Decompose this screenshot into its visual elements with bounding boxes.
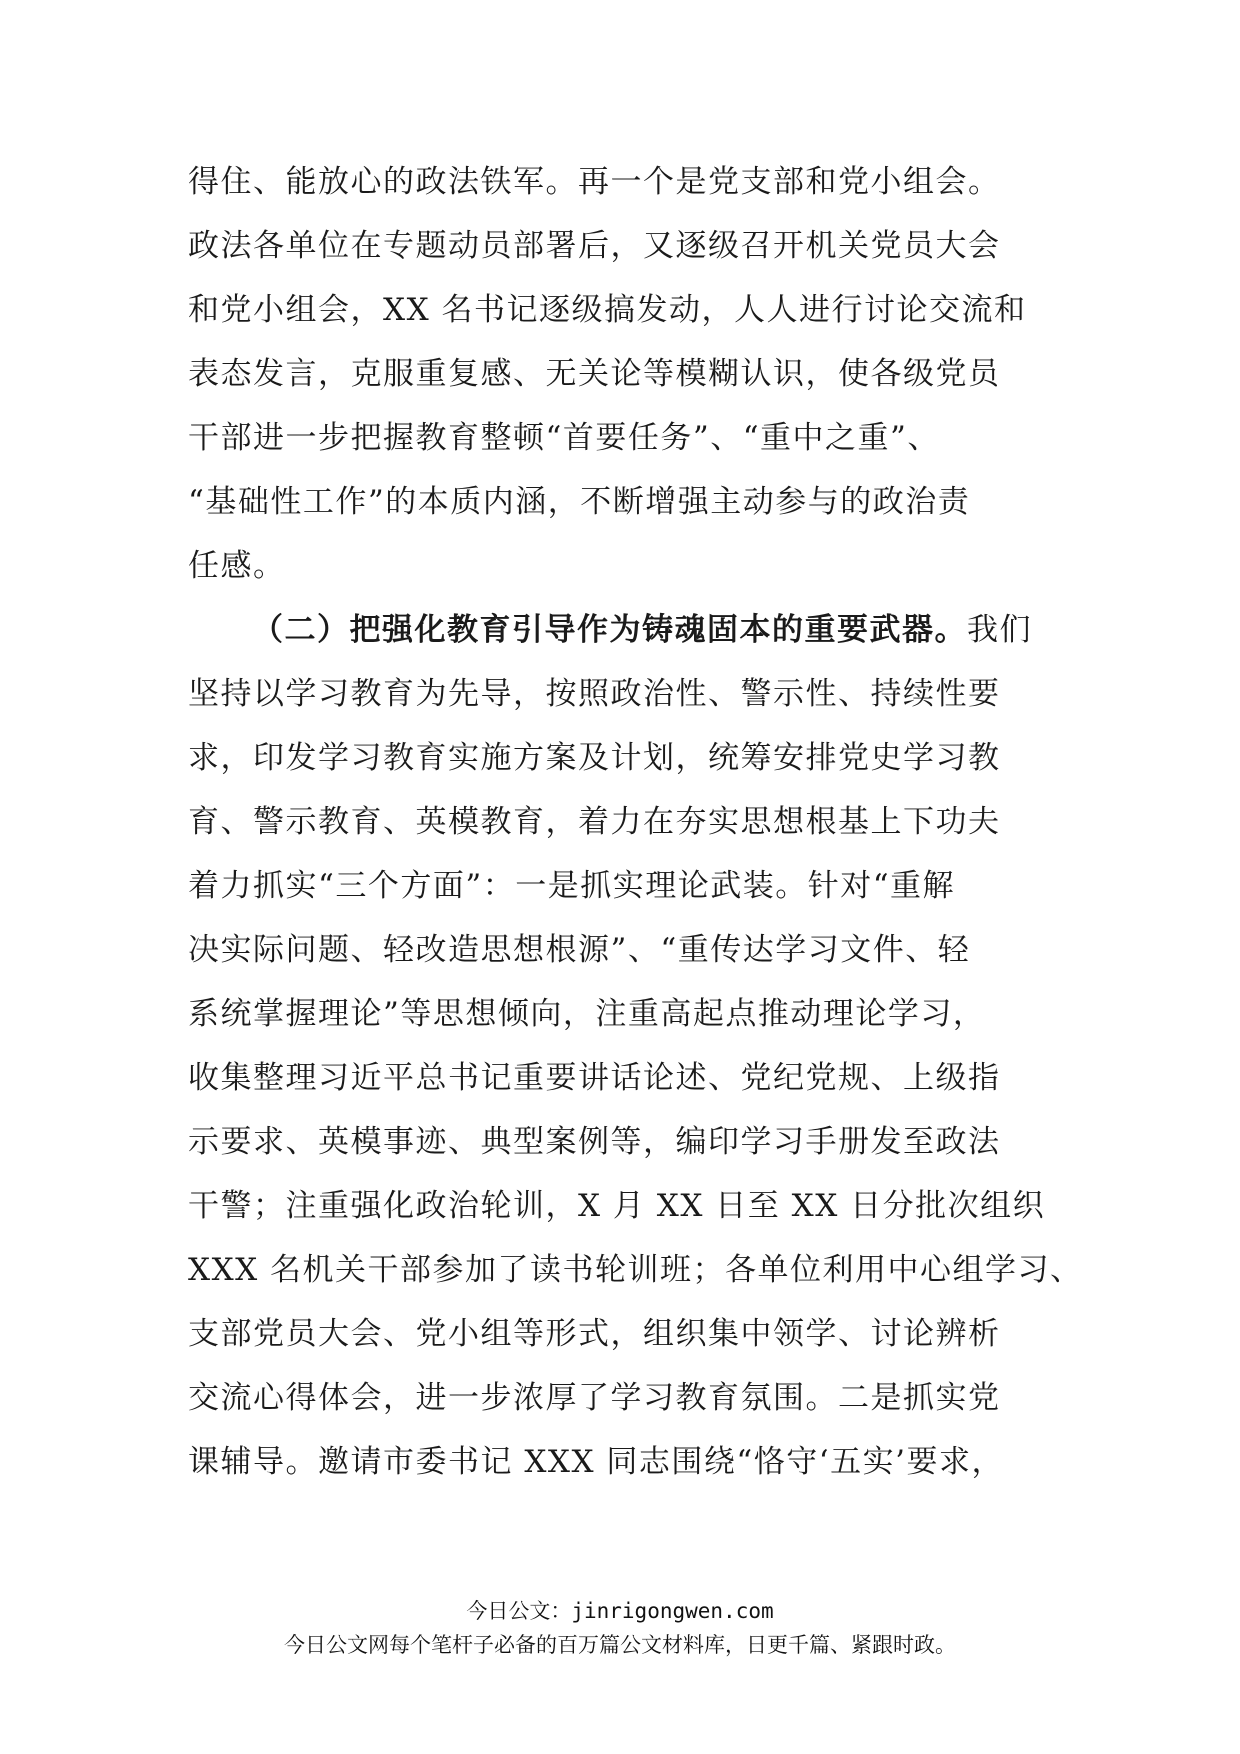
text-line: 系统掌握理论”等思想倾向，注重高起点推动理论学习，	[188, 996, 986, 1032]
footer-site-row	[0, 1594, 1240, 1628]
text-line: XXX 名机关干部参加了读书轮训班；各单位利用中心组学习、	[188, 1252, 1083, 1288]
text-line: 干警；注重强化政治轮训，X 月 XX 日至 XX 日分批次组织	[188, 1188, 1046, 1224]
text-line: 示要求、英模事迹、典型案例等，编印学习手册发至政法	[188, 1124, 1001, 1160]
section-heading-tail: 我们	[967, 612, 1032, 648]
footer-label: 今日公文：	[466, 1599, 572, 1623]
text-line: “基础性工作”的本质内涵，不断增强主动参与的政治责	[188, 484, 971, 520]
text-line: 干部进一步把握教育整顿“首要任务”、“重中之重”、	[188, 420, 940, 456]
text-line: 表态发言，克服重复感、无关论等模糊认识，使各级党员	[188, 356, 1001, 392]
body-text	[188, 150, 1083, 1494]
text-line: 着力抓实“三个方面”：一是抓实理论武装。针对“重解	[188, 868, 956, 904]
text-line: 收集整理习近平总书记重要讲话论述、党纪党规、上级指	[188, 1060, 1001, 1096]
text-line: 课辅导。邀请市委书记 XXX 同志围绕“恪守‘五实’要求，	[188, 1444, 1004, 1480]
footer-site-link[interactable]: jinrigongwen.com	[571, 1599, 774, 1623]
text-line: 任感。	[188, 548, 286, 584]
text-line: 决实际问题、轻改造思想根源”、“重传达学习文件、轻	[188, 932, 971, 968]
text-line: 和党小组会，XX 名书记逐级搞发动，人人进行讨论交流和	[188, 292, 1027, 328]
text-line: 政法各单位在专题动员部署后，又逐级召开机关党员大会	[188, 228, 1001, 264]
page-footer	[0, 1594, 1240, 1662]
text-line: 得住、能放心的政法铁军。再一个是党支部和党小组会。	[188, 164, 1001, 200]
text-line: 求，印发学习教育实施方案及计划，统筹安排党史学习教	[188, 740, 1001, 776]
text-line: 交流心得体会，进一步浓厚了学习教育氛围。二是抓实党	[188, 1380, 1001, 1416]
footer-slogan: 今日公文网每个笔杆子必备的百万篇公文材料库，日更千篇、紧跟时政。	[284, 1633, 956, 1657]
section-heading-line	[188, 598, 1068, 662]
section-heading: （二）把强化教育引导作为铸魂固本的重要武器。	[252, 612, 967, 648]
text-line: 育、警示教育、英模教育，着力在夯实思想根基上下功夫	[188, 804, 1001, 840]
text-line: 坚持以学习教育为先导，按照政治性、警示性、持续性要	[188, 676, 1001, 712]
text-line: 支部党员大会、党小组等形式，组织集中领学、讨论辨析	[188, 1316, 1001, 1352]
